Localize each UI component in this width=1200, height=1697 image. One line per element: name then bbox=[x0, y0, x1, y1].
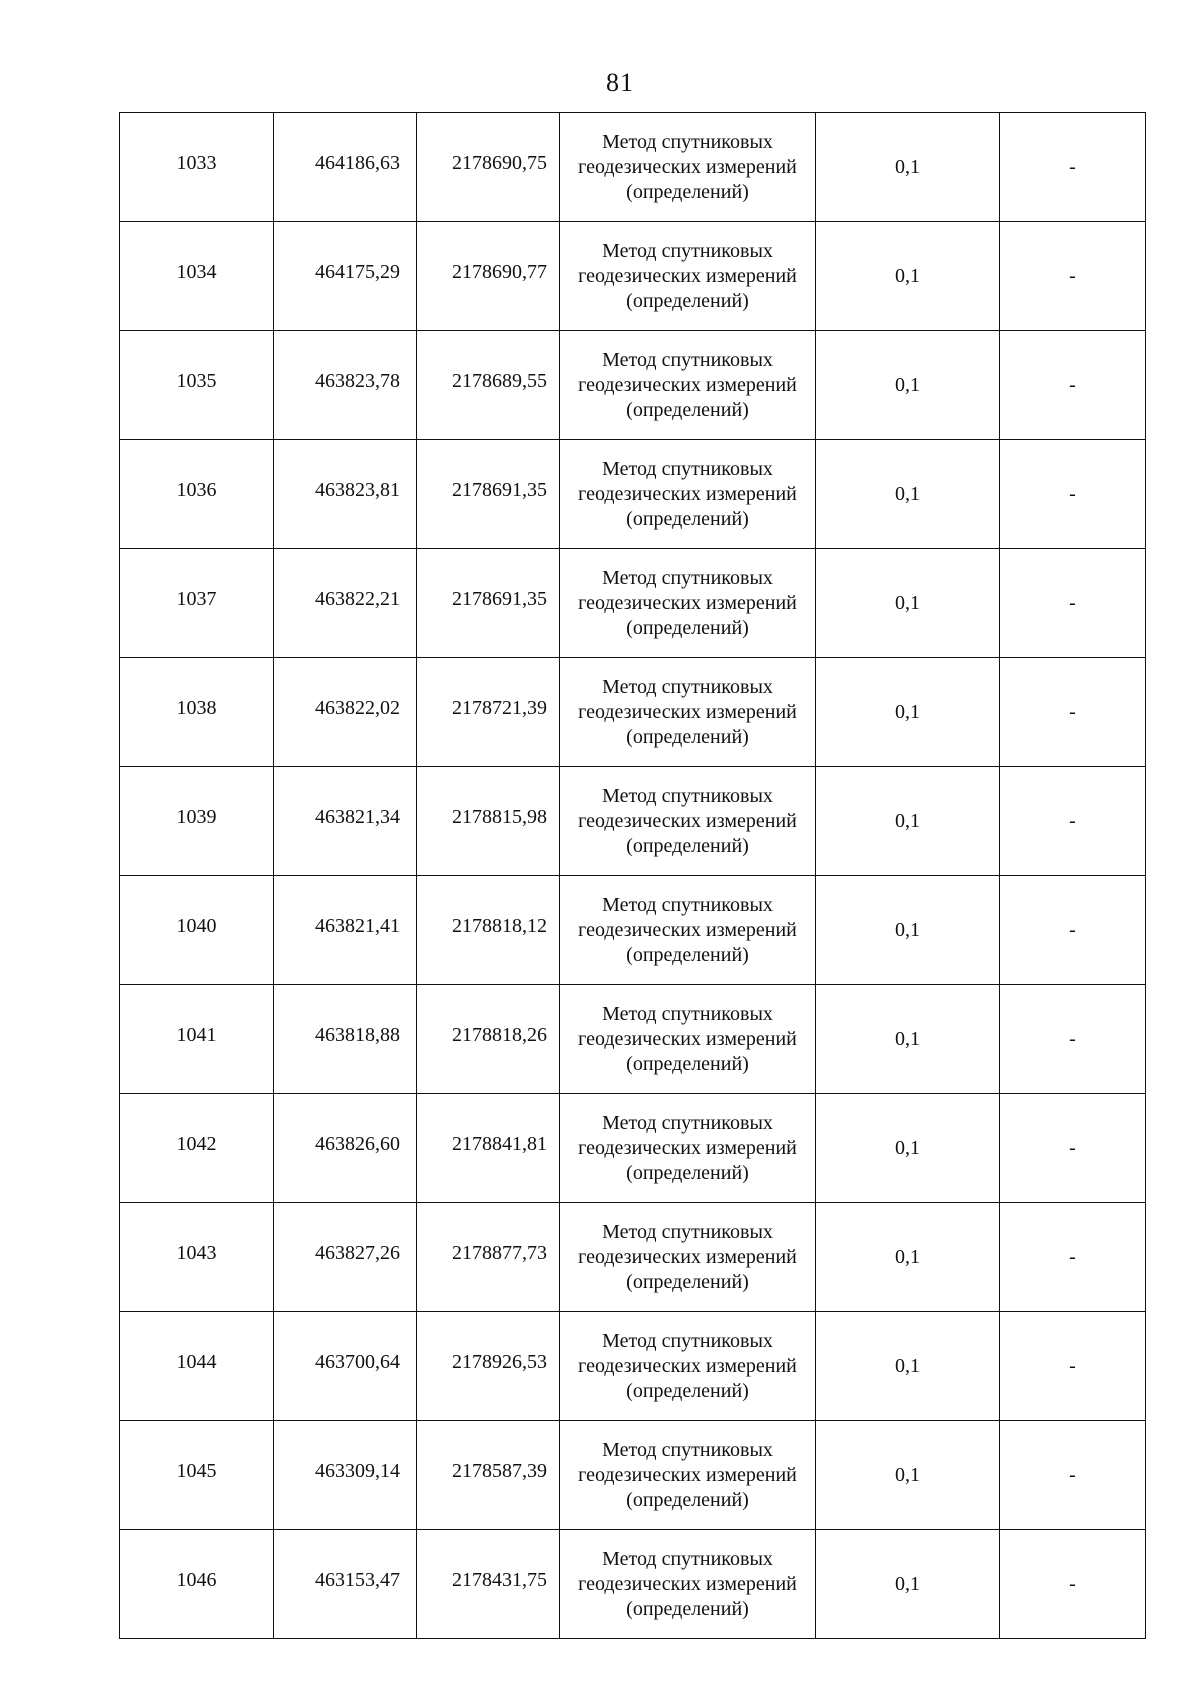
method-line: Метод спутниковых bbox=[602, 1002, 773, 1025]
method-cell bbox=[560, 1312, 816, 1421]
method-line: (определений) bbox=[626, 1597, 749, 1620]
method-line: геодезических измерений bbox=[578, 1572, 797, 1595]
point-number-cell: 1046 bbox=[120, 1530, 274, 1639]
method-line: (определений) bbox=[626, 1052, 749, 1075]
coordinate-y-cell: 2178691,35 bbox=[417, 440, 560, 549]
accuracy-cell: 0,1 bbox=[816, 1421, 1000, 1530]
method-line: (определений) bbox=[626, 507, 749, 530]
coordinate-x-cell: 463826,60 bbox=[274, 1094, 417, 1203]
method-line: (определений) bbox=[626, 1379, 749, 1402]
coordinate-x-cell: 463700,64 bbox=[274, 1312, 417, 1421]
coordinate-x-cell: 463823,81 bbox=[274, 440, 417, 549]
method-line: (определений) bbox=[626, 1488, 749, 1511]
point-number-cell: 1044 bbox=[120, 1312, 274, 1421]
method-line: Метод спутниковых bbox=[602, 1547, 773, 1570]
coordinate-y-cell: 2178691,35 bbox=[417, 549, 560, 658]
method-line: Метод спутниковых bbox=[602, 1220, 773, 1243]
description-cell: - bbox=[1000, 113, 1146, 222]
method-line: (определений) bbox=[626, 616, 749, 639]
accuracy-cell: 0,1 bbox=[816, 549, 1000, 658]
point-number-cell: 1041 bbox=[120, 985, 274, 1094]
point-number-cell: 1035 bbox=[120, 331, 274, 440]
accuracy-cell: 0,1 bbox=[816, 767, 1000, 876]
accuracy-cell: 0,1 bbox=[816, 1530, 1000, 1639]
description-cell: - bbox=[1000, 549, 1146, 658]
accuracy-cell: 0,1 bbox=[816, 876, 1000, 985]
method-line: Метод спутниковых bbox=[602, 566, 773, 589]
point-number-cell: 1042 bbox=[120, 1094, 274, 1203]
coordinate-y-cell: 2178690,75 bbox=[417, 113, 560, 222]
table-row bbox=[120, 222, 1146, 331]
description-cell: - bbox=[1000, 658, 1146, 767]
method-line: геодезических измерений bbox=[578, 1354, 797, 1377]
coordinate-x-cell: 463309,14 bbox=[274, 1421, 417, 1530]
description-cell: - bbox=[1000, 440, 1146, 549]
table-row bbox=[120, 1094, 1146, 1203]
accuracy-cell: 0,1 bbox=[816, 440, 1000, 549]
accuracy-cell: 0,1 bbox=[816, 1203, 1000, 1312]
description-cell: - bbox=[1000, 1530, 1146, 1639]
description-cell: - bbox=[1000, 767, 1146, 876]
coordinate-y-cell: 2178690,77 bbox=[417, 222, 560, 331]
coordinate-y-cell: 2178818,12 bbox=[417, 876, 560, 985]
coordinate-x-cell: 463821,34 bbox=[274, 767, 417, 876]
coordinates-table bbox=[119, 112, 1146, 1639]
coordinate-y-cell: 2178877,73 bbox=[417, 1203, 560, 1312]
point-number-cell: 1034 bbox=[120, 222, 274, 331]
method-line: (определений) bbox=[626, 1270, 749, 1293]
description-cell: - bbox=[1000, 1421, 1146, 1530]
method-line: Метод спутниковых bbox=[602, 239, 773, 262]
method-line: геодезических измерений bbox=[578, 1245, 797, 1268]
coordinate-x-cell: 463823,78 bbox=[274, 331, 417, 440]
accuracy-cell: 0,1 bbox=[816, 113, 1000, 222]
method-cell bbox=[560, 1421, 816, 1530]
point-number-cell: 1039 bbox=[120, 767, 274, 876]
description-cell: - bbox=[1000, 1094, 1146, 1203]
point-number-cell: 1037 bbox=[120, 549, 274, 658]
coordinate-x-cell: 463153,47 bbox=[274, 1530, 417, 1639]
method-line: (определений) bbox=[626, 834, 749, 857]
method-cell bbox=[560, 1203, 816, 1312]
method-cell bbox=[560, 658, 816, 767]
coordinate-x-cell: 464186,63 bbox=[274, 113, 417, 222]
coordinate-y-cell: 2178689,55 bbox=[417, 331, 560, 440]
table-row bbox=[120, 1312, 1146, 1421]
method-line: (определений) bbox=[626, 725, 749, 748]
coordinate-y-cell: 2178721,39 bbox=[417, 658, 560, 767]
table-row bbox=[120, 1421, 1146, 1530]
table-row bbox=[120, 767, 1146, 876]
accuracy-cell: 0,1 bbox=[816, 1094, 1000, 1203]
description-cell: - bbox=[1000, 876, 1146, 985]
coordinate-x-cell: 463827,26 bbox=[274, 1203, 417, 1312]
method-cell bbox=[560, 113, 816, 222]
table-row bbox=[120, 1203, 1146, 1312]
method-line: Метод спутниковых bbox=[602, 784, 773, 807]
table-row bbox=[120, 440, 1146, 549]
method-line: Метод спутниковых bbox=[602, 893, 773, 916]
accuracy-cell: 0,1 bbox=[816, 222, 1000, 331]
method-line: Метод спутниковых bbox=[602, 130, 773, 153]
method-line: (определений) bbox=[626, 398, 749, 421]
table-row bbox=[120, 549, 1146, 658]
point-number-cell: 1033 bbox=[120, 113, 274, 222]
method-line: геодезических измерений bbox=[578, 591, 797, 614]
accuracy-cell: 0,1 bbox=[816, 1312, 1000, 1421]
method-line: Метод спутниковых bbox=[602, 1111, 773, 1134]
method-cell bbox=[560, 767, 816, 876]
method-cell bbox=[560, 876, 816, 985]
table-row bbox=[120, 331, 1146, 440]
description-cell: - bbox=[1000, 222, 1146, 331]
point-number-cell: 1036 bbox=[120, 440, 274, 549]
method-line: геодезических измерений bbox=[578, 809, 797, 832]
description-cell: - bbox=[1000, 331, 1146, 440]
description-cell: - bbox=[1000, 985, 1146, 1094]
coordinate-x-cell: 464175,29 bbox=[274, 222, 417, 331]
description-cell: - bbox=[1000, 1312, 1146, 1421]
method-line: геодезических измерений bbox=[578, 1136, 797, 1159]
coordinate-x-cell: 463822,02 bbox=[274, 658, 417, 767]
coordinate-x-cell: 463821,41 bbox=[274, 876, 417, 985]
coordinate-y-cell: 2178818,26 bbox=[417, 985, 560, 1094]
method-line: Метод спутниковых bbox=[602, 675, 773, 698]
method-line: (определений) bbox=[626, 1161, 749, 1184]
method-line: геодезических измерений bbox=[578, 1027, 797, 1050]
method-cell bbox=[560, 1530, 816, 1639]
method-cell bbox=[560, 440, 816, 549]
point-number-cell: 1045 bbox=[120, 1421, 274, 1530]
method-line: геодезических измерений bbox=[578, 700, 797, 723]
table-row bbox=[120, 876, 1146, 985]
method-line: Метод спутниковых bbox=[602, 1438, 773, 1461]
point-number-cell: 1043 bbox=[120, 1203, 274, 1312]
method-line: геодезических измерений bbox=[578, 482, 797, 505]
method-line: (определений) bbox=[626, 289, 749, 312]
coordinate-y-cell: 2178815,98 bbox=[417, 767, 560, 876]
method-line: Метод спутниковых bbox=[602, 1329, 773, 1352]
point-number-cell: 1038 bbox=[120, 658, 274, 767]
coordinate-y-cell: 2178587,39 bbox=[417, 1421, 560, 1530]
table-row bbox=[120, 1530, 1146, 1639]
method-line: геодезических измерений bbox=[578, 373, 797, 396]
method-line: геодезических измерений bbox=[578, 1463, 797, 1486]
method-line: (определений) bbox=[626, 180, 749, 203]
method-cell bbox=[560, 331, 816, 440]
method-cell bbox=[560, 549, 816, 658]
coordinate-x-cell: 463818,88 bbox=[274, 985, 417, 1094]
coordinate-y-cell: 2178926,53 bbox=[417, 1312, 560, 1421]
method-cell bbox=[560, 985, 816, 1094]
table-row bbox=[120, 985, 1146, 1094]
accuracy-cell: 0,1 bbox=[816, 331, 1000, 440]
table-body bbox=[120, 113, 1146, 1639]
point-number-cell: 1040 bbox=[120, 876, 274, 985]
table-row bbox=[120, 658, 1146, 767]
method-cell bbox=[560, 222, 816, 331]
description-cell: - bbox=[1000, 1203, 1146, 1312]
coordinate-y-cell: 2178841,81 bbox=[417, 1094, 560, 1203]
method-line: геодезических измерений bbox=[578, 155, 797, 178]
table-row bbox=[120, 113, 1146, 222]
method-line: Метод спутниковых bbox=[602, 457, 773, 480]
accuracy-cell: 0,1 bbox=[816, 985, 1000, 1094]
accuracy-cell: 0,1 bbox=[816, 658, 1000, 767]
coordinate-y-cell: 2178431,75 bbox=[417, 1530, 560, 1639]
method-line: геодезических измерений bbox=[578, 918, 797, 941]
method-cell bbox=[560, 1094, 816, 1203]
method-line: геодезических измерений bbox=[578, 264, 797, 287]
method-line: (определений) bbox=[626, 943, 749, 966]
method-line: Метод спутниковых bbox=[602, 348, 773, 371]
page-number: 81 bbox=[606, 68, 634, 97]
coordinate-x-cell: 463822,21 bbox=[274, 549, 417, 658]
